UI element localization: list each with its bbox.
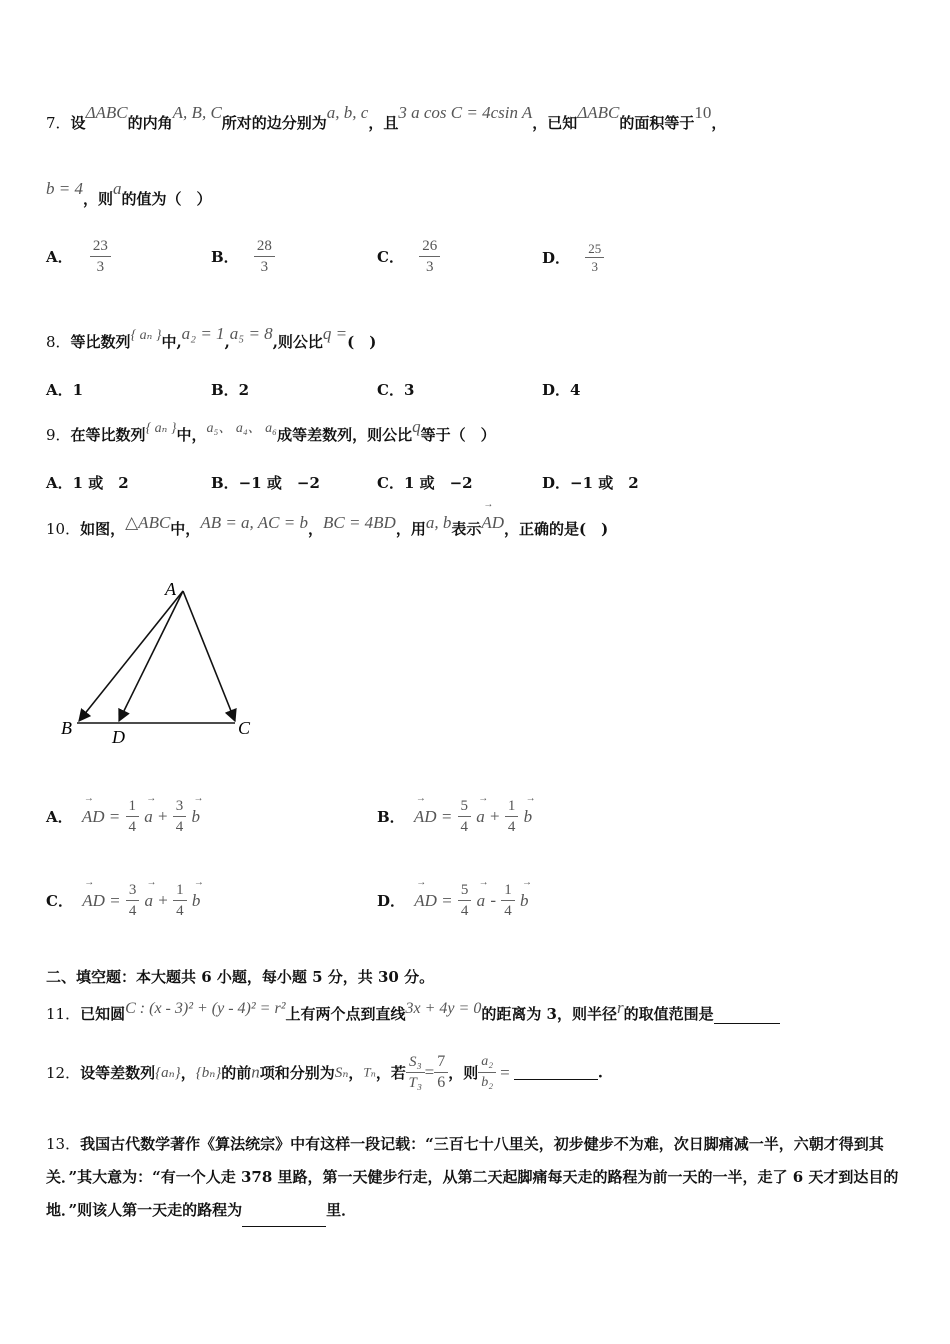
q9-option-c[interactable]: C．1 或 −2: [377, 474, 473, 492]
answer-blank[interactable]: [714, 1009, 780, 1024]
q10-stem: 10．如图，△ABC中，AB = a, AC = b，BC = 4BD，用a, b表示→ AD，正确的是( ): [46, 518, 608, 539]
q8-option-c[interactable]: C．3: [377, 381, 415, 399]
fraction: $\frac{7}{6}$: [434, 1052, 448, 1093]
fraction: $\frac{25}{3}$: [585, 240, 604, 275]
fraction: $\frac{3}{4}$: [173, 796, 187, 837]
label-b: B: [61, 718, 72, 738]
q7-option-c[interactable]: C． $\frac{26}{3}$: [377, 236, 440, 277]
fraction: $\frac{23}{3}$: [90, 236, 111, 277]
fraction: $\frac{\text{S₃}}{\text{T₃}}$: [406, 1052, 425, 1093]
fraction: $\frac{\text{a₂}}{\text{b₂}}$: [478, 1052, 496, 1093]
fraction: $\frac{26}{3}$: [419, 236, 440, 277]
fraction: $\frac{5}{4}$: [458, 796, 472, 837]
fraction: $\frac{3}{4}$: [126, 880, 140, 921]
vector-ac: [183, 591, 235, 721]
q9-option-b[interactable]: B．−1 或 −2: [211, 474, 320, 492]
q8-option-a[interactable]: A．1: [46, 381, 84, 399]
fraction: $\frac{1}{4}$: [173, 880, 187, 921]
label-d: D: [112, 727, 125, 747]
q10-option-c[interactable]: C． → AD = $\frac{3}{4}$ → a + $\frac{1}{4}$ → b: [46, 880, 200, 921]
answer-blank[interactable]: [242, 1212, 326, 1227]
answer-blank[interactable]: [514, 1065, 598, 1080]
q9-stem: 9．在等比数列{ aₙ }中，a₅、 a₄、 a₆成等差数列，则公比q等于（ ）: [46, 417, 496, 444]
triangle-figure: [55, 575, 275, 750]
q8-option-b[interactable]: B．2: [211, 381, 250, 399]
label-c: C: [238, 718, 251, 738]
q13-paragraph: 13．我国古代数学著作《算法统宗》中有这样一段记载：“三百七十八里关，初步健步不为难，次日脚痛减一半，六朝才得到其关．”其大意为：“有一个人走 378 里路，第一天健步行走，从第二天起脚痛每天走的路程为前一天的一半，走了 6 天才到达目的地．”则该人第一天走的路程为 里．: [46, 1128, 912, 1227]
q7-option-b[interactable]: B． $\frac{28}{3}$: [211, 236, 275, 277]
fraction: $\frac{28}{3}$: [254, 236, 275, 277]
fraction: $\frac{1}{4}$: [501, 880, 515, 921]
q9-option-a[interactable]: A．1 或 2: [46, 474, 129, 492]
q10-option-a[interactable]: A． → AD = $\frac{1}{4}$ → a + $\frac{3}{4}$ → b: [46, 796, 200, 837]
fraction: $\frac{1}{4}$: [126, 796, 140, 837]
label-a: A: [165, 579, 176, 599]
q8-stem: 8．等比数列{ aₙ }中,a₂ = 1,a₅ = 8,则公比q =( ): [46, 324, 377, 351]
q8-option-d[interactable]: D．4: [542, 381, 581, 399]
q7-option-d[interactable]: D． $\frac{25}{3}$: [542, 240, 604, 275]
q11-stem: 11．已知圆C : (x - 3)² + (y - 4)² = r²上有两个点到直线3x + 4y = 0的距离为 3，则半径r的取值范围是: [46, 1003, 780, 1024]
q10-option-b[interactable]: B． → AD = $\frac{5}{4}$ → a + $\frac{1}{4}$ → b: [377, 796, 532, 837]
q7-line1: 7．设ΔABC的内角A, B, C所对的边分别为a, b, c，且3 a cos C = 4csin A，已知ΔABC的面积等于10，: [46, 103, 727, 132]
section-heading: 二、填空题：本大题共 6 小题，每小题 5 分，共 30 分。: [46, 968, 435, 986]
vector-ad: [119, 591, 183, 721]
q7-number: 7．: [46, 114, 71, 132]
fraction: $\frac{1}{4}$: [505, 796, 519, 837]
q12-stem: 12．设等差数列{aₙ}，{bₙ}的前n项和分别为Sₙ，Tₙ，若 $\frac{\text{S₃}}{\text{T₃}}$ = $\frac{7}{6}$ ，则 $\frac{\text{a₂}}{\text{b₂}}$ = .: [46, 1053, 603, 1091]
q9-option-d[interactable]: D．−1 或 2: [542, 474, 639, 492]
q7-line2: b = 4，则a的值为（ ）: [46, 179, 212, 208]
fraction: $\frac{5}{4}$: [458, 880, 472, 921]
vector-ab: [79, 591, 183, 721]
q7-option-a[interactable]: A． $\frac{23}{3}$: [46, 236, 111, 277]
q10-option-d[interactable]: D． → AD = $\frac{5}{4}$ → a - $\frac{1}{4}$ → b: [377, 880, 528, 921]
